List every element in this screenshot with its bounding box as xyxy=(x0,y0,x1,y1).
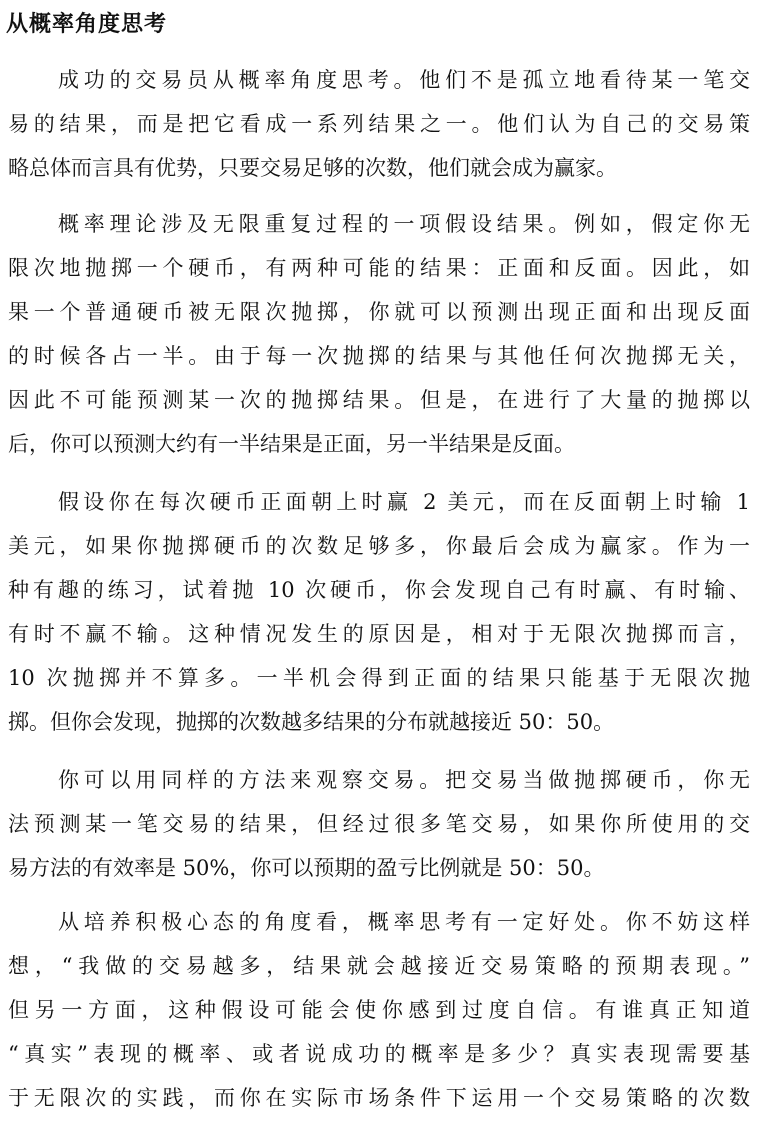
text-line: 但另一方面，这种假设可能会使你感到过度自信。有谁真正知道 xyxy=(8,998,750,1022)
text-line: 你可以用同样的方法来观察交易。把交易当做抛掷硬币，你无 xyxy=(58,768,750,792)
text-line: 掷。但你会发现，抛掷的次数越多结果的分布就越接近 50：50。 xyxy=(8,710,615,734)
text-line: 果一个普通硬币被无限次抛掷，你就可以预测出现正面和出现反面 xyxy=(8,300,750,324)
text-line: 有时不赢不输。这种情况发生的原因是，相对于无限次抛掷而言， xyxy=(8,622,750,646)
paragraph-2 xyxy=(8,202,750,466)
text-line: 后，你可以预测大约有一半结果是正面，另一半结果是反面。 xyxy=(8,432,575,456)
text-line: 的时候各占一半。由于每一次抛掷的结果与其他任何次抛掷无关， xyxy=(8,344,750,368)
paragraph-5 xyxy=(8,900,750,1120)
text-line: 美元，如果你抛掷硬币的次数足够多，你最后会成为赢家。作为一 xyxy=(8,534,750,558)
text-line: 概率理论涉及无限重复过程的一项假设结果。例如，假定你无 xyxy=(58,212,750,236)
paragraph-1 xyxy=(8,58,750,190)
section-heading: 从概率角度思考 xyxy=(6,12,168,37)
text-line: 从培养积极心态的角度看，概率思考有一定好处。你不妨这样 xyxy=(58,910,750,934)
text-line: 种有趣的练习，试着抛 10 次硬币，你会发现自己有时赢、有时输、 xyxy=(8,578,750,602)
text-line: “真实”表现的概率、或者说成功的概率是多少？真实表现需要基 xyxy=(8,1042,750,1066)
text-line: 易的结果，而是把它看成一系列结果之一。他们认为自己的交易策 xyxy=(8,112,750,136)
text-line: 因此不可能预测某一次的抛掷结果。但是，在进行了大量的抛掷以 xyxy=(8,388,750,412)
paragraph-3 xyxy=(8,480,750,744)
text-line: 于无限次的实践，而你在实际市场条件下运用一个交易策略的次数 xyxy=(8,1086,750,1110)
text-line: 成功的交易员从概率角度思考。他们不是孤立地看待某一笔交 xyxy=(58,68,750,92)
text-line: 想，“我做的交易越多，结果就会越接近交易策略的预期表现。” xyxy=(8,954,750,978)
text-line: 法预测某一笔交易的结果，但经过很多笔交易，如果你所使用的交 xyxy=(8,812,750,836)
text-line: 略总体而言具有优势，只要交易足够的次数，他们就会成为赢家。 xyxy=(8,156,617,180)
paragraph-4 xyxy=(8,758,750,890)
text-line: 易方法的有效率是 50%，你可以预期的盈亏比例就是 50：50。 xyxy=(8,856,605,880)
text-line: 限次地抛掷一个硬币，有两种可能的结果：正面和反面。因此，如 xyxy=(8,256,750,280)
text-line: 10 次抛掷并不算多。一半机会得到正面的结果只能基于无限次抛 xyxy=(8,666,750,690)
text-line: 假设你在每次硬币正面朝上时赢 2 美元，而在反面朝上时输 1 xyxy=(58,490,750,514)
